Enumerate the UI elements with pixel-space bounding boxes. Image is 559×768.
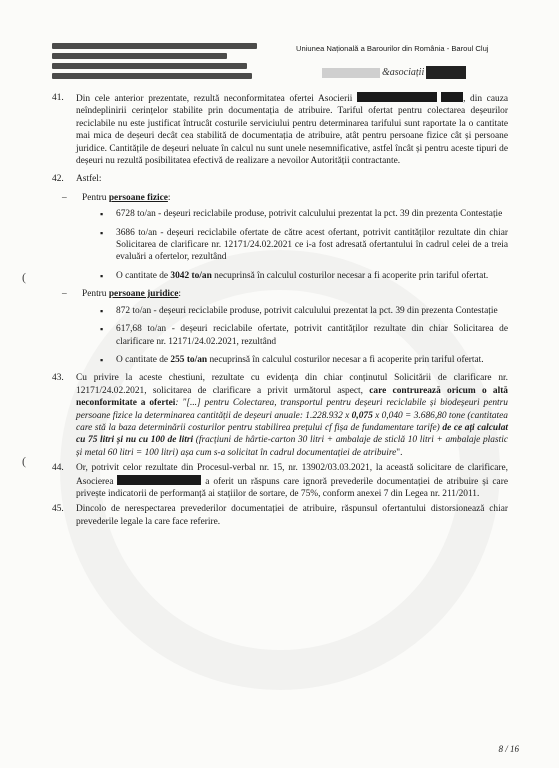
list-item: ▪ O cantitate de 3042 to/an necuprinsă în calculul costurilor necesar a fi acoperite prin tariful ofertat. bbox=[100, 270, 489, 281]
list-item: ▪ 617,68 to/an - deșeuri reciclabile ofertate, potrivit cantităților rezultate din chiar Solicitarea de clarificare nr. 12171/24.02.2021, rezultând bbox=[100, 324, 508, 347]
firm-logo: &asociații bbox=[322, 66, 462, 80]
paragraph-44: 44. Or, potrivit celor rezultate din Procesul-verbal nr. 15, nr. 13902/03.03.2021, la această solicitare de clarificare, Asocierea a oferit un răspuns care ignoră prevederile documentației de atribuire și care privește indicatorii de performanță ai stațiilor de sortare, de 75%, conform anexei 7 din Legea nr. 211/2011. bbox=[52, 463, 508, 499]
paragraph-43: 43. Cu privire la aceste chestiuni, rezultate cu evidența din chiar conținutul Solicitării de clarificare nr. 12171/24.02.2021, solicitarea de clarificare a privit următorul aspect, care contrurează oricum o altă neconformitate a ofertei: "[...] pentru Colectarea, transportul pentru deșeuri reciclabile și biodeșeuri pentru persoane fizice la determinarea cantității de deșeuri anuale: 1.228.932 x 0,075 x 0,040 = 3.686,80 tone (cantitatea care stă la baza determinării costurilor pentru stabilirea prețului cf fișa de fundamentare tarife) de ce ați calculat cu 75 litri și nu cu 100 de litri (fracțiuni de hârtie-carton 30 litri + ambalaje de sticlă 10 litri + ambalaje plastic și metal 60 litri = 100 litri) așa cum s-a solicitat în cadrul documentației de atribuire". bbox=[52, 373, 508, 458]
sender-header-redacted bbox=[52, 43, 262, 83]
list-item: ▪ O cantitate de 255 to/an necuprinsă în calculul costurilor necesar a fi acoperite prin tariful ofertat. bbox=[100, 354, 484, 365]
paragraph-42: 42. Astfel: bbox=[52, 174, 102, 185]
list-item: ▪ 3686 to/an - deșeuri reciclabile ofertate de către acest ofertant, potrivit cantităților rezultate din chiar Solicitarea de clarificare nr. 12171/24.02.2021 ce i-a fost adresată ofertantului în cadrul celei de a treia evaluări a ofertelor, rezultând bbox=[100, 227, 508, 263]
redaction bbox=[357, 92, 437, 102]
paragraph-45: 45. Dincolo de nerespectarea prevederilor documentației de atribuire, răspunsul ofertantului distorsionează chiar prevederile legale la care face referire. bbox=[52, 504, 508, 527]
section-legal-persons: – Pentru persoane juridice: bbox=[62, 289, 181, 300]
margin-mark: ( bbox=[22, 454, 26, 468]
bar-header: Uniunea Națională a Barourilor din România - Baroul Cluj bbox=[296, 44, 489, 53]
paragraph-41: 41. Din cele anterior prezentate, rezultă neconformitatea ofertei Asocierii , din cauza neîndeplinirii cerințelor stabilite prin documentația de atribuire. Tariful ofertat pentru colectarea deșeurilor reciclabile nu este justificat întrucât costurile serviciului pentru determinarea tarifului sunt raportate la o cantitate mai mica de deșeuri decât cea stabilită de documentația de atribuire, atât pentru persoane fizice cât și persoane juridice. Cantitățile de deșeuri neluate în calcul nu sunt unele nesemnificative, astfel încât și pentru aceste tipuri de deșeuri nu rezultă posibilitatea efectivă de realizare a nevoilor Autorității contractante. bbox=[52, 93, 509, 167]
redaction bbox=[117, 475, 201, 485]
section-natural-persons: – Pentru persoane fizice: bbox=[62, 192, 171, 203]
margin-mark: ( bbox=[22, 270, 26, 284]
list-item: ▪ 6728 to/an - deșeuri reciclabile produse, potrivit calculului prezentat la pct. 39 din prezenta Contestație bbox=[100, 209, 503, 220]
page-number: 8 / 16 bbox=[498, 744, 519, 754]
list-item: ▪ 872 to/an - deșeuri reciclabile produse, potrivit calculului prezentat la pct. 39 din prezenta Contestație bbox=[100, 305, 498, 316]
